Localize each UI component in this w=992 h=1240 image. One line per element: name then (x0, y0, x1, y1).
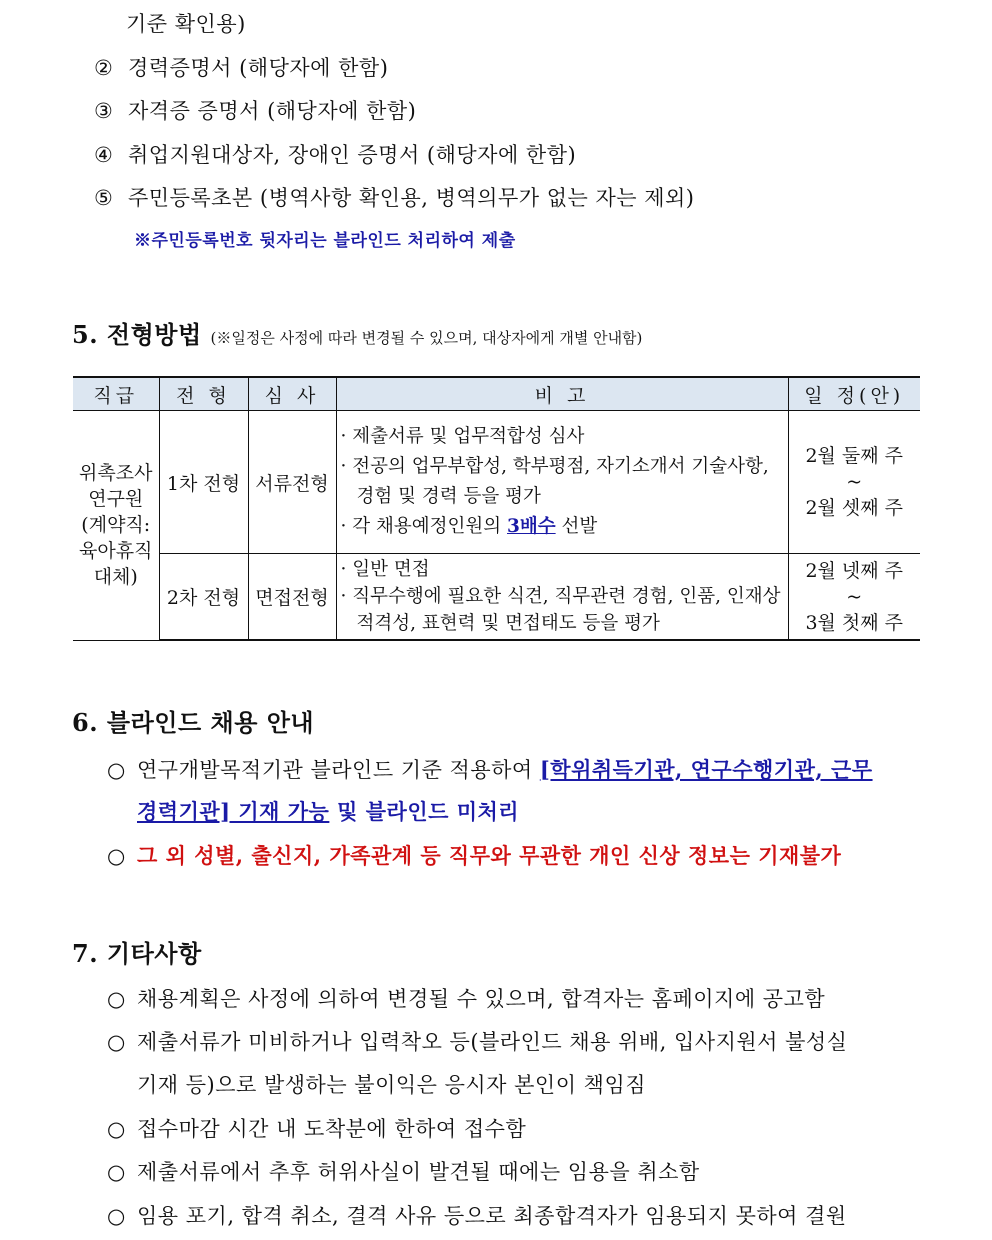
position-line: 육아휴직 (79, 540, 153, 563)
schedule-line: 3월 첫째 주 (805, 611, 904, 634)
section-7-heading (72, 934, 202, 969)
blind-item-2 (107, 840, 841, 870)
position-line: 연구원 (88, 488, 144, 511)
section-title: 블라인드 채용 안내 (106, 708, 315, 737)
schedule-line: ~ (846, 585, 863, 608)
bullet-circle-icon: ○ (107, 1030, 126, 1054)
doc-item-text: 주민등록초본 (병역사항 확인용, 병역의무가 없는 자는 제외) (128, 186, 695, 210)
doc-item-text: 경력증명서 (해당자에 한함) (128, 56, 389, 80)
note-line: · 전공의 업무부합성, 학부평점, 자기소개서 기술사항, (340, 456, 769, 477)
misc-item-text: 채용계획은 사정에 의하여 변경될 수 있으며, 합격자는 홈페이지에 공고함 (137, 987, 826, 1011)
doc-item-support-cert (94, 139, 576, 169)
schedule-cell (788, 554, 920, 641)
doc-item-mark: ④ (94, 143, 114, 167)
position-line: 대체) (93, 566, 138, 589)
misc-item (107, 1113, 526, 1143)
misc-item (107, 1026, 847, 1056)
blind-item-2-text: 그 외 성별, 출신지, 가족관계 등 직무와 무관한 개인 신상 정보는 기재불가 (137, 843, 842, 868)
note-line: 경험 및 경력 등을 평가 (356, 486, 541, 507)
section-6-heading (72, 703, 314, 738)
misc-item (107, 1200, 847, 1230)
review-cell: 서류전형 (248, 411, 336, 554)
bullet-circle-icon: ○ (107, 1117, 126, 1141)
doc-line-continued: 기준 확인용) (126, 12, 246, 36)
misc-item (107, 983, 825, 1013)
position-line: (계약직: (81, 514, 151, 537)
section-title: 기타사항 (106, 939, 202, 968)
allowed-fields-highlight: 경력기관] 기재 가능 (137, 799, 330, 824)
table-row (73, 554, 920, 641)
note-line: · 제출서류 및 업무적합성 심사 (340, 426, 585, 447)
header-review: 심 사 (248, 377, 336, 411)
doc-item-mark: ③ (94, 99, 114, 123)
resident-number-note: ※주민등록번호 뒷자리는 블라인드 처리하여 제출 (134, 231, 516, 251)
header-position: 직급 (73, 377, 159, 411)
allowed-fields-highlight: [학위취득기관, 연구수행기관, 근무 (539, 757, 873, 782)
schedule-line: 2월 둘째 주 (805, 445, 904, 467)
doc-item-career-cert (94, 52, 388, 82)
notes-cell (336, 411, 788, 554)
section-5-heading (72, 315, 642, 350)
misc-item-continued: 기재 등)으로 발생하는 불이익은 응시자 본인이 책임짐 (137, 1073, 647, 1097)
section-title: 전형방법 (106, 320, 202, 349)
header-notes: 비 고 (336, 377, 788, 411)
doc-item-text: 자격증 증명서 (해당자에 한함) (128, 99, 417, 123)
misc-item-text: 접수마감 시간 내 도착분에 한하여 접수함 (137, 1117, 527, 1141)
section-number: 5. (72, 320, 99, 349)
doc-item-mark: ② (94, 56, 114, 80)
misc-item (107, 1156, 700, 1186)
doc-item-resident-abstract (94, 182, 694, 212)
bullet-circle-icon: ○ (107, 1204, 126, 1228)
misc-item-text: 제출서류가 미비하거나 입력착오 등(블라인드 채용 위배, 입사지원서 불성실 (137, 1030, 848, 1054)
doc-item-text: 취업지원대상자, 장애인 증명서 (해당자에 한함) (128, 143, 577, 167)
schedule-line: ~ (846, 471, 863, 493)
position-line: 위촉조사 (79, 462, 153, 485)
multiplier-highlight: 3배수 (507, 516, 556, 537)
stage-cell: 1차 전형 (159, 411, 248, 554)
bullet-circle-icon: ○ (107, 844, 126, 868)
section-number: 7. (72, 939, 99, 968)
blind-item-1-continued (137, 796, 519, 826)
misc-item-text: 제출서류에서 추후 허위사실이 발견될 때에는 임용을 취소함 (137, 1160, 700, 1184)
blind-item-1-tail: 및 블라인드 미처리 (329, 799, 520, 824)
doc-item-mark: ⑤ (94, 186, 114, 210)
bullet-circle-icon: ○ (107, 758, 126, 782)
header-stage: 전 형 (159, 377, 248, 411)
note-line: · 일반 면접 (340, 559, 430, 580)
note-line: · 직무수행에 필요한 식견, 직무관련 경험, 인품, 인재상 (340, 586, 781, 607)
schedule-line: 2월 셋째 주 (805, 497, 904, 519)
note-line: 적격성, 표현력 및 면접태도 등을 평가 (356, 613, 660, 634)
blind-item-1-text: 연구개발목적기관 블라인드 기준 적용하여 (137, 758, 540, 782)
header-schedule: 일 정(안) (788, 377, 920, 411)
notes-cell (336, 554, 788, 641)
section-number: 6. (72, 708, 99, 737)
note-text: 선발 (555, 516, 598, 537)
note-line-multiplier (341, 512, 784, 542)
position-cell (73, 411, 159, 641)
bullet-circle-icon: ○ (107, 987, 126, 1011)
doc-item-license-cert (94, 95, 416, 125)
schedule-line: 2월 넷째 주 (805, 559, 904, 582)
section-subnote: (※일정은 사정에 따라 변경될 수 있으며, 대상자에게 개별 안내함) (210, 329, 643, 347)
schedule-cell (788, 411, 920, 554)
review-cell: 면접전형 (248, 554, 336, 641)
bullet-circle-icon: ○ (107, 1160, 126, 1184)
stage-cell: 2차 전형 (159, 554, 248, 641)
misc-item-text: 임용 포기, 합격 취소, 결격 사유 등으로 최종합격자가 임용되지 못하여 결원 (137, 1204, 847, 1228)
table-header-row (73, 377, 920, 411)
selection-schedule-table (73, 376, 920, 641)
note-text: · 각 채용예정인원의 (340, 516, 507, 537)
blind-item-1 (107, 754, 873, 784)
table-row (73, 411, 920, 554)
